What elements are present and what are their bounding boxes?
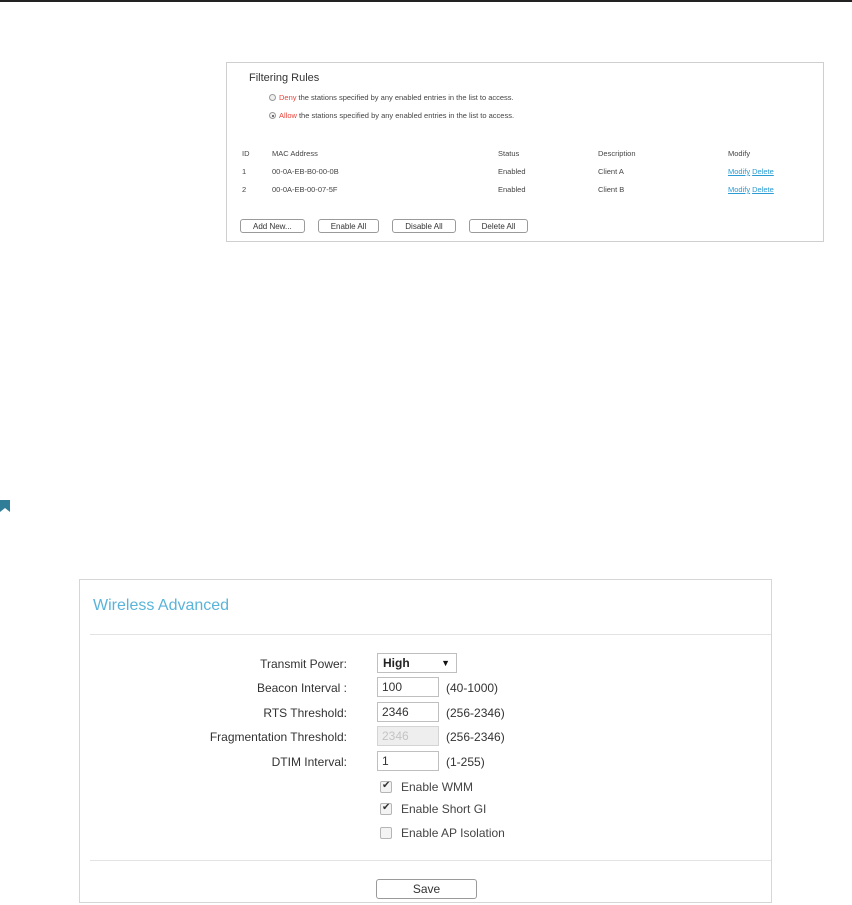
enable-short-gi-checkbox[interactable] [380, 803, 392, 815]
bookmark-icon [0, 500, 10, 512]
fragmentation-threshold-row [80, 726, 773, 748]
deny-radio[interactable] [269, 94, 276, 101]
rts-threshold-row [80, 702, 773, 724]
beacon-interval-range: (40-1000) [446, 681, 499, 695]
delete-link[interactable]: Delete [752, 185, 774, 194]
delete-all-button[interactable]: Delete All [469, 219, 529, 233]
beacon-interval-input[interactable] [377, 677, 439, 697]
row-description: Client A [598, 167, 624, 176]
modify-link[interactable]: Modify [728, 185, 751, 194]
enable-short-gi-label: Enable Short GI [401, 802, 487, 816]
rts-threshold-input[interactable] [377, 702, 439, 722]
deny-option-row[interactable] [269, 93, 514, 102]
dtim-interval-label: DTIM Interval: [271, 755, 347, 769]
mac-filter-table [242, 149, 812, 203]
wireless-advanced-title: Wireless Advanced [93, 597, 230, 614]
enable-wmm-checkbox[interactable] [380, 781, 392, 793]
divider [90, 860, 771, 861]
row-mac: 00-0A-EB-B0-00-0B [272, 167, 339, 176]
dtim-interval-range: (1-255) [446, 755, 485, 769]
col-id: ID [242, 149, 250, 158]
allow-option-row[interactable] [269, 111, 514, 120]
delete-link[interactable]: Delete [752, 167, 774, 176]
row-id: 1 [242, 167, 247, 176]
rts-threshold-label: RTS Threshold: [263, 706, 347, 720]
enable-wmm-row[interactable] [380, 778, 473, 796]
add-new-button[interactable]: Add New... [240, 219, 305, 233]
enable-all-button[interactable]: Enable All [318, 219, 380, 233]
filter-button-bar [240, 219, 528, 233]
filtering-rules-panel [226, 62, 824, 242]
transmit-power-value: High [383, 656, 410, 670]
row-mac: 00-0A-EB-00-07-5F [272, 185, 338, 194]
transmit-power-select[interactable] [377, 653, 457, 673]
divider [90, 634, 771, 635]
transmit-power-label: Transmit Power: [260, 657, 347, 671]
allow-keyword: Allow [279, 111, 297, 120]
beacon-interval-row [80, 677, 773, 699]
chevron-down-icon: ▼ [441, 658, 450, 668]
row-id: 2 [242, 185, 247, 194]
modify-link[interactable]: Modify [728, 167, 751, 176]
deny-keyword: Deny [279, 93, 297, 102]
dtim-interval-input[interactable] [377, 751, 439, 771]
beacon-interval-label: Beacon Interval : [256, 681, 347, 695]
disable-all-button[interactable]: Disable All [392, 219, 455, 233]
row-status: Enabled [498, 185, 526, 194]
row-status: Enabled [498, 167, 526, 176]
col-description: Description [598, 149, 636, 158]
col-status: Status [498, 149, 520, 158]
table-row [242, 167, 812, 185]
enable-ap-isolation-checkbox[interactable] [380, 827, 392, 839]
dtim-interval-row [80, 751, 773, 773]
enable-wmm-label: Enable WMM [401, 780, 474, 794]
rts-threshold-range: (256-2346) [446, 706, 505, 720]
table-header [242, 149, 812, 167]
row-actions [728, 167, 776, 176]
filtering-rules-title: Filtering Rules [249, 72, 320, 84]
table-row [242, 185, 812, 203]
enable-ap-isolation-label: Enable AP Isolation [401, 826, 505, 840]
enable-short-gi-row[interactable] [380, 800, 486, 818]
top-rule [0, 0, 852, 2]
row-actions [728, 185, 776, 194]
fragmentation-threshold-range: (256-2346) [446, 730, 505, 744]
allow-radio[interactable] [269, 112, 276, 119]
col-mac-address: MAC Address [272, 149, 318, 158]
transmit-power-row [80, 653, 773, 675]
row-description: Client B [598, 185, 625, 194]
col-modify: Modify [728, 149, 751, 158]
allow-text: the stations specified by any enabled entries in the list to access. [298, 111, 515, 120]
wireless-advanced-panel [79, 579, 772, 903]
deny-text: the stations specified by any enabled entries in the list to access. [298, 93, 514, 102]
fragmentation-threshold-input [377, 726, 439, 746]
save-button[interactable]: Save [376, 879, 477, 899]
enable-ap-isolation-row[interactable] [380, 824, 505, 842]
fragmentation-threshold-label: Fragmentation Threshold: [209, 730, 347, 744]
